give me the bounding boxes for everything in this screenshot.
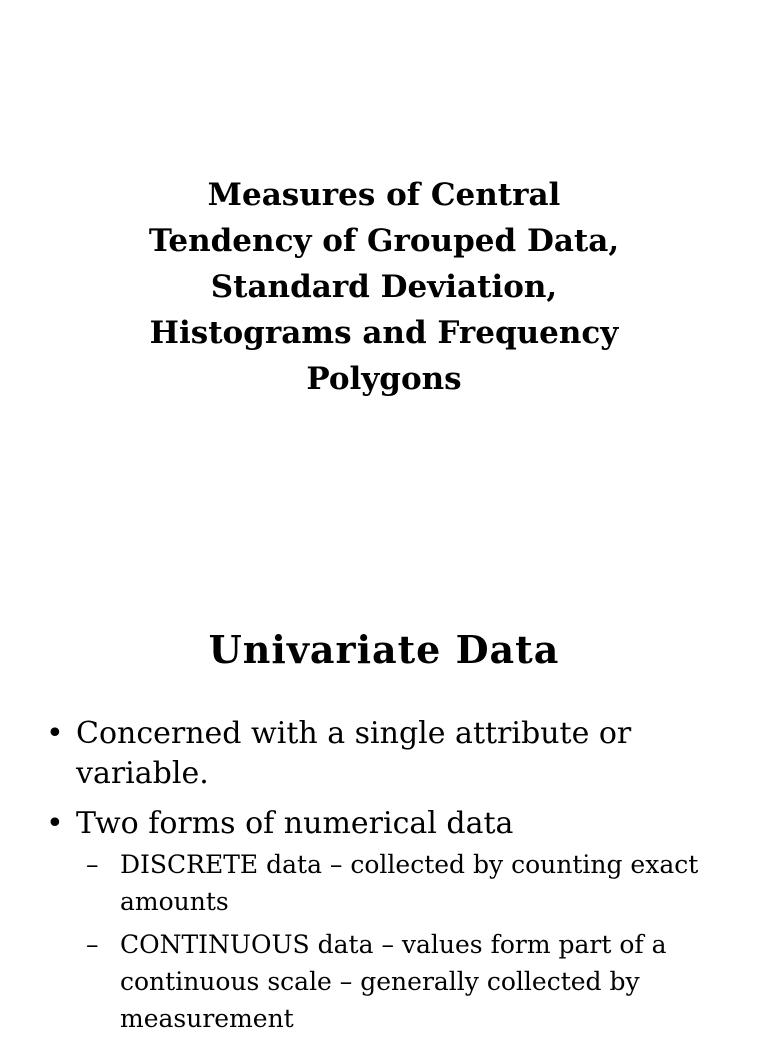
bullet-item: [46, 714, 736, 794]
title-line: Standard Deviation,: [210, 269, 558, 305]
sub-bullet-list: [76, 846, 736, 1037]
title-line: Polygons: [306, 361, 462, 397]
bullet-marker: •: [46, 716, 64, 751]
bullet-text: Concerned with a single attribute or variable.: [76, 716, 632, 791]
sub-bullet-text: DISCRETE data – collected by counting exact amounts: [120, 850, 699, 916]
slide-heading: Univariate Data: [208, 627, 560, 672]
bullet-item: [46, 804, 736, 1037]
title-line: Histograms and Frequency: [149, 315, 619, 351]
bullet-list: [46, 714, 736, 1047]
title-line: Tendency of Grouped Data,: [148, 223, 620, 259]
sub-bullet-item: [86, 846, 736, 920]
dash-marker: –: [86, 850, 99, 879]
presentation-title: [0, 172, 768, 402]
sub-bullet-item: [86, 926, 736, 1037]
title-line: Measures of Central: [207, 177, 561, 213]
bullet-marker: •: [46, 806, 64, 841]
dash-marker: –: [86, 930, 99, 959]
slide-univariate-data: [0, 576, 768, 1033]
bullet-text: Two forms of numerical data: [76, 806, 514, 841]
sub-bullet-text: CONTINUOUS data – values form part of a continuous scale – generally collected by measurement: [120, 930, 667, 1033]
